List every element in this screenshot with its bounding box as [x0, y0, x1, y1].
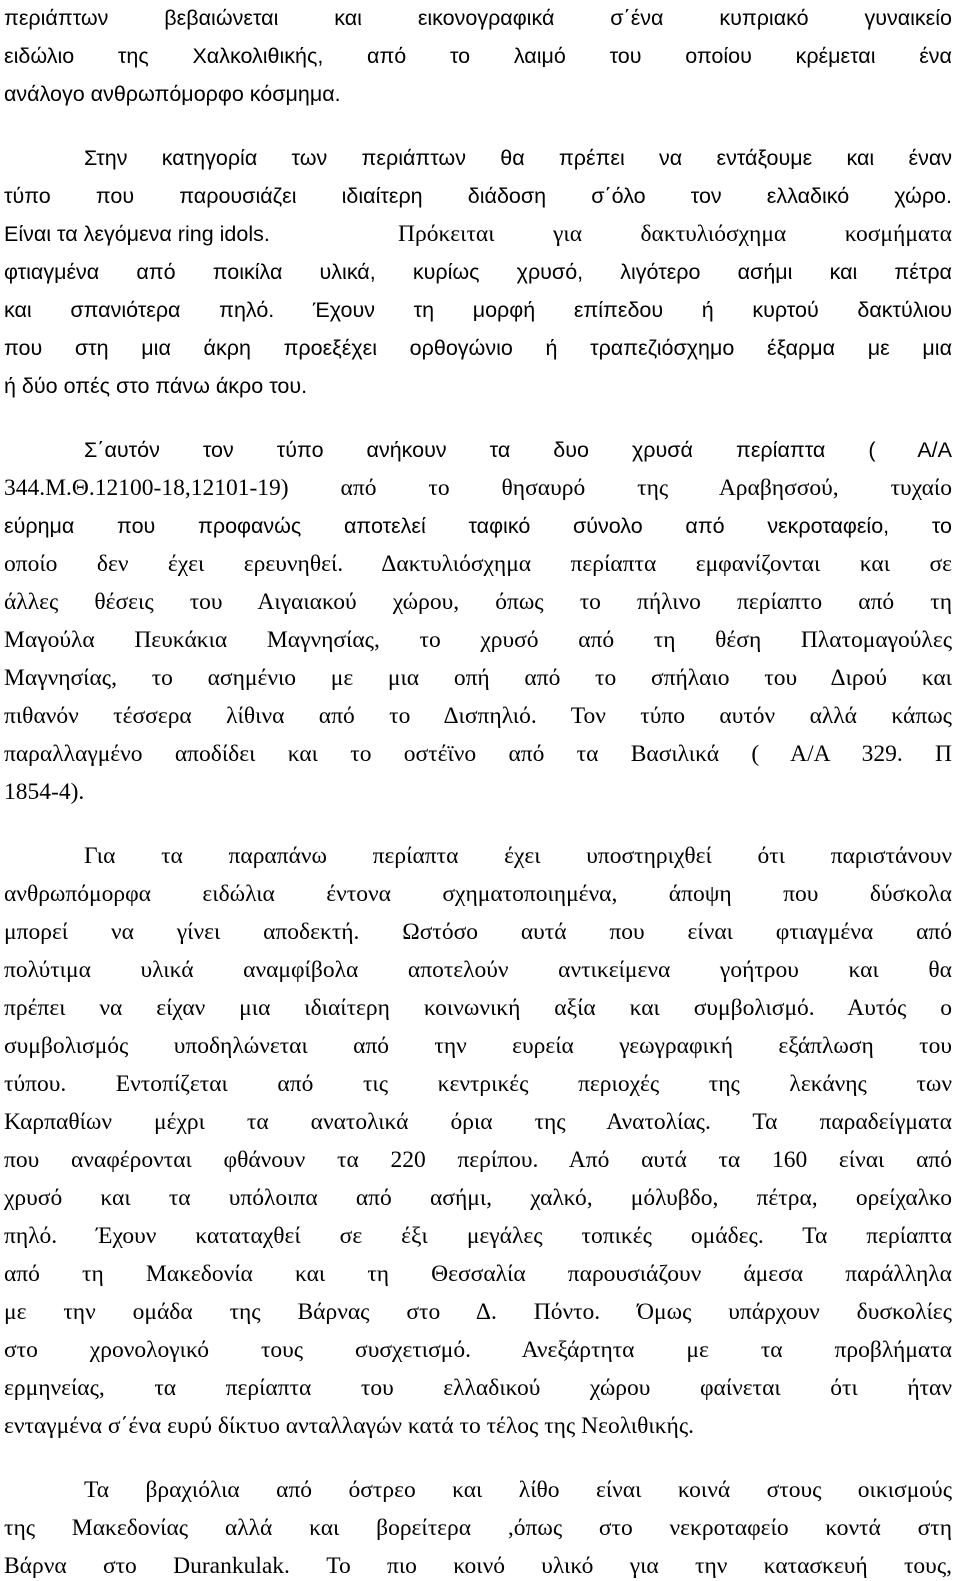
text-line: πρέπει να είχαν μια ιδιαίτερη κοινωνική αξία και συμβολισμό. Αυτός ο	[4, 995, 952, 1021]
text-line: πηλό. Έχουν καταταχθεί σε έξι μεγάλες τοπικές ομάδες. Τα περίαπτα	[4, 1223, 952, 1249]
text-line: χρυσό και τα υπόλοιπα από ασήμι, χαλκό, μόλυβδο, πέτρα, ορείχαλκο	[4, 1185, 952, 1211]
text-line: άλλες θέσεις του Αιγαιακού χώρου, όπως το πήλινο περίαπτο από τη	[4, 589, 952, 615]
text-line: τύπου. Εντοπίζεται από τις κεντρικές περιοχές της λεκάνης των	[4, 1071, 952, 1097]
text-line: και σπανιότερα πηλό. Έχουν τη μορφή επίπεδου ή κυρτού δακτύλιου	[4, 298, 952, 322]
text-line: που στη μια άκρη προεξέχει ορθογώνιο ή τραπεζιόσχημο έξαρμα με μια	[4, 336, 952, 360]
text-line: της Μακεδονίας αλλά και βορείτερα ,όπως στο νεκροταφείο κοντά στη	[4, 1515, 952, 1541]
text-line: ειδώλιο της Χαλκολιθικής, από το λαιμό του οποίου κρέμεται ένα	[4, 44, 952, 68]
text-line: ενταγμένα σ΄ένα ευρύ δίκτυο ανταλλαγών κατά το τέλος της Νεολιθικής.	[4, 1413, 695, 1439]
text-line: παραλλαγμένο αποδίδει και το οστέϊνο από τα Βασιλικά ( Α/Α 329. Π	[4, 741, 952, 767]
text-line: 1854-4).	[4, 779, 85, 805]
text-line: μπορεί να γίνει αποδεκτή. Ωστόσο αυτά που είναι φτιαγμένα από	[4, 919, 952, 945]
text-line: ανθρωπόμορφα ειδώλια έντονα σχηματοποιημένα, άποψη που δύσκολα	[4, 881, 952, 907]
text-line: ερμηνείας, τα περίαπτα του ελλαδικού χώρου φαίνεται ότι ήταν	[4, 1375, 952, 1401]
text-line: από τη Μακεδονία και τη Θεσσαλία παρουσιάζουν άμεσα παράλληλα	[4, 1261, 952, 1287]
text-line: πολύτιμα υλικά αναμφίβολα αποτελούν αντικείμενα γοήτρου και θα	[4, 957, 952, 983]
text-line: που αναφέρονται φθάνουν τα 220 περίπου. Από αυτά τα 160 είναι από	[4, 1147, 952, 1173]
text-line: Είναι τα λεγόμενα ring idols.	[4, 222, 270, 246]
text-line: ή δύο οπές στο πάνω άκρο του.	[4, 374, 308, 398]
text-line: Πρόκειται για δακτυλιόσχημα κοσμήματα	[398, 221, 952, 247]
text-line: τύπο που παρουσιάζει ιδιαίτερη διάδοση σ΄όλο τον ελλαδικό χώρο.	[4, 184, 952, 208]
text-line: Στην κατηγορία των περιάπτων θα πρέπει να εντάξουμε και έναν	[84, 146, 952, 170]
text-line: Τα βραχιόλια από όστρεο και λίθο είναι κοινά στους οικισμούς	[84, 1477, 952, 1503]
text-line: συμβολισμός υποδηλώνεται από την ευρεία γεωγραφική εξάπλωση του	[4, 1033, 952, 1059]
text-line: Καρπαθίων μέχρι τα ανατολικά όρια της Ανατολίας. Τα παραδείγματα	[4, 1109, 952, 1135]
text-line: φτιαγμένα από ποικίλα υλικά, κυρίως χρυσό, λιγότερο ασήμι και πέτρα	[4, 260, 952, 284]
text-line: 344.Μ.Θ.12100-18,12101-19) από το θησαυρό της Αραβησσού, τυχαίο	[4, 475, 952, 501]
text-line: Μαγούλα Πευκάκια Μαγνησίας, το χρυσό από τη θέση Πλατομαγούλες	[4, 627, 952, 653]
text-line: Σ΄αυτόν τον τύπο ανήκουν τα δυο χρυσά περίαπτα ( Α/Α	[84, 438, 952, 462]
text-line: στο χρονολογικό τους συσχετισμό. Ανεξάρτητα με τα προβλήματα	[4, 1337, 952, 1363]
text-line: με την ομάδα της Βάρνας στο Δ. Πόντο. Όμως υπάρχουν δυσκολίες	[4, 1299, 952, 1325]
text-line: εύρημα που προφανώς αποτελεί ταφικό σύνολο από νεκροταφείο, το	[4, 514, 952, 538]
text-line: περιάπτων βεβαιώνεται και εικονογραφικά σ΄ένα κυπριακό γυναικείο	[4, 6, 952, 30]
text-line: πιθανόν τέσσερα λίθινα από το Δισπηλιό. Τον τύπο αυτόν αλλά κάπως	[4, 703, 952, 729]
text-line: ανάλογο ανθρωπόμορφο κόσμημα.	[4, 82, 341, 106]
text-line: Βάρνα στο Durankulak. Το πιο κοινό υλικό για την κατασκευή τους,	[4, 1553, 952, 1579]
text-line: Για τα παραπάνω περίαπτα έχει υποστηριχθεί ότι παριστάνουν	[84, 843, 952, 869]
text-line: οποίο δεν έχει ερευνηθεί. Δακτυλιόσχημα περίαπτα εμφανίζονται και σε	[4, 551, 952, 577]
text-line: Μαγνησίας, το ασημένιο με μια οπή από το σπήλαιο του Διρού και	[4, 665, 952, 691]
